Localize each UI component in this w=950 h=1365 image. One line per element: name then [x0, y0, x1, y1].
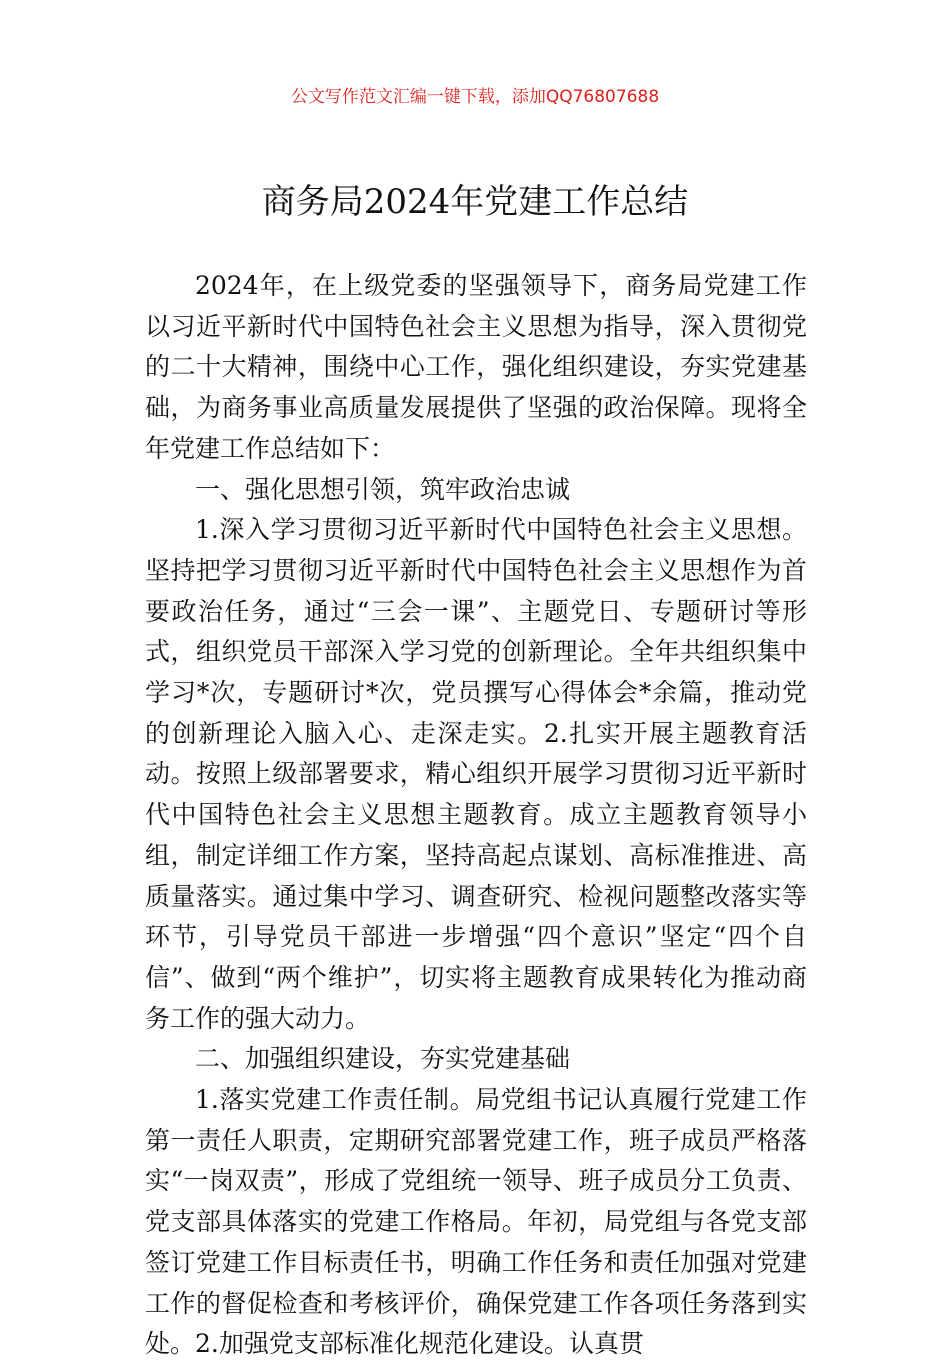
header-banner: 公文写作范文汇编一键下载，添加QQ76807688	[290, 87, 660, 107]
document-title: 商务局2024年党建工作总结	[261, 182, 689, 222]
paragraph-intro: 2024年，在上级党委的坚强领导下，商务局党建工作以习近平新时代中国特色社会主义思想为指导，深入贯彻党的二十大精神，围绕中心工作，强化组织建设，夯实党建基础，为商务事业高质量发展提供了坚强的政治保障。现将全年党建工作总结如下：	[145, 271, 807, 463]
section-heading-1: 一、强化思想引领，筑牢政治忠诚	[195, 474, 571, 504]
section-heading-2: 二、加强组织建设，夯实党建基础	[195, 1044, 571, 1074]
paragraph-section-1: 1.深入学习贯彻习近平新时代中国特色社会主义思想。坚持把学习贯彻习近平新时代中国特色社会主义思想作为首要政治任务，通过“三会一课”、主题党日、专题研讨等形式，组织党员干部深入学习党的创新理论。全年共组织集中学习*次，专题研讨*次，党员撰写心得体会*余篇，推动党的创新理论入脑入心、走深走实。2.扎实开展主题教育活动。按照上级部署要求，精心组织开展学习贯彻习近平新时代中国特色社会主义思想主题教育。成立主题教育领导小组，制定详细工作方案，坚持高起点谋划、高标准推进、高质量落实。通过集中学习、调查研究、检视问题整改落实等环节，引导党员干部进一步增强“四个意识”坚定“四个自信”、做到“两个维护”，切实将主题教育成果转化为推动商务工作的强大动力。	[145, 515, 807, 1033]
document-body	[145, 266, 807, 1365]
paragraph-section-2: 1.落实党建工作责任制。局党组书记认真履行党建工作第一责任人职责，定期研究部署党建工作，班子成员严格落实“一岗双责”，形成了党组统一领导、班子成员分工负责、党支部具体落实的党建工作格局。年初，局党组与各党支部签订党建工作目标责任书，明确工作任务和责任加强对党建工作的督促检查和考核评价，确保党建工作各项任务落到实处。2.加强党支部标准化规范化建设。认真贯	[145, 1085, 807, 1359]
